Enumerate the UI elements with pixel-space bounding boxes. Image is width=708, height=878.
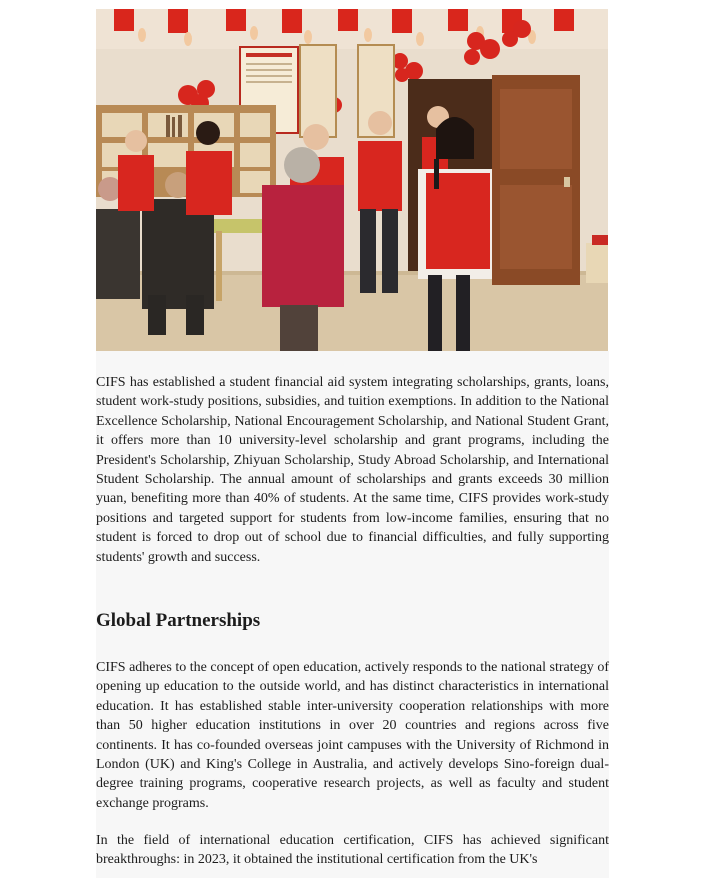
section-heading: Global Partnerships xyxy=(96,610,261,631)
financial-aid-paragraph: CIFS has established a student financial aid system integrating scholarships, grants, loans, student work-study positions, subsidies, and tuition exemptions. In addition to the National Excellence Scholarship, National Encouragement Scholarship, and National Student Grant, it offers more than 10 university-level scholarship and grant programs, including the President's Scholarship, Zhiyuan Scholarship, Study Abroad Scholarship, and International Student Scholarship. The annual amount of scholarships and grants exceeds 30 million yuan, benefiting more than 40% of students. At the same time, CIFS provides work-study positions and targeted support for students from low-income families, ensuring that no student is forced to drop out of school due to financial difficulties, and fully supporting students' growth and success. xyxy=(96,375,609,565)
certification-paragraph: In the field of international education certification, CIFS has achieved significant breakthroughs: in 2023, it obtained the institutional certification from the UK's xyxy=(96,833,609,868)
event-photo xyxy=(96,9,608,351)
open-education-paragraph: CIFS adheres to the concept of open education, actively responds to the national strategy of opening up education to the outside world, and has distinct characteristics in international education. It has established stable inter-university cooperation relationships with more than 50 higher education institutions in over 20 countries and regions across five continents. It has co-founded overseas joint campuses with the University of Richmond in London (UK) and King's College in Australia, and actively develops Sino-foreign dual-degree training programs, cooperative research projects, as well as faculty and student exchange programs. xyxy=(96,660,609,811)
article-body xyxy=(96,351,609,878)
